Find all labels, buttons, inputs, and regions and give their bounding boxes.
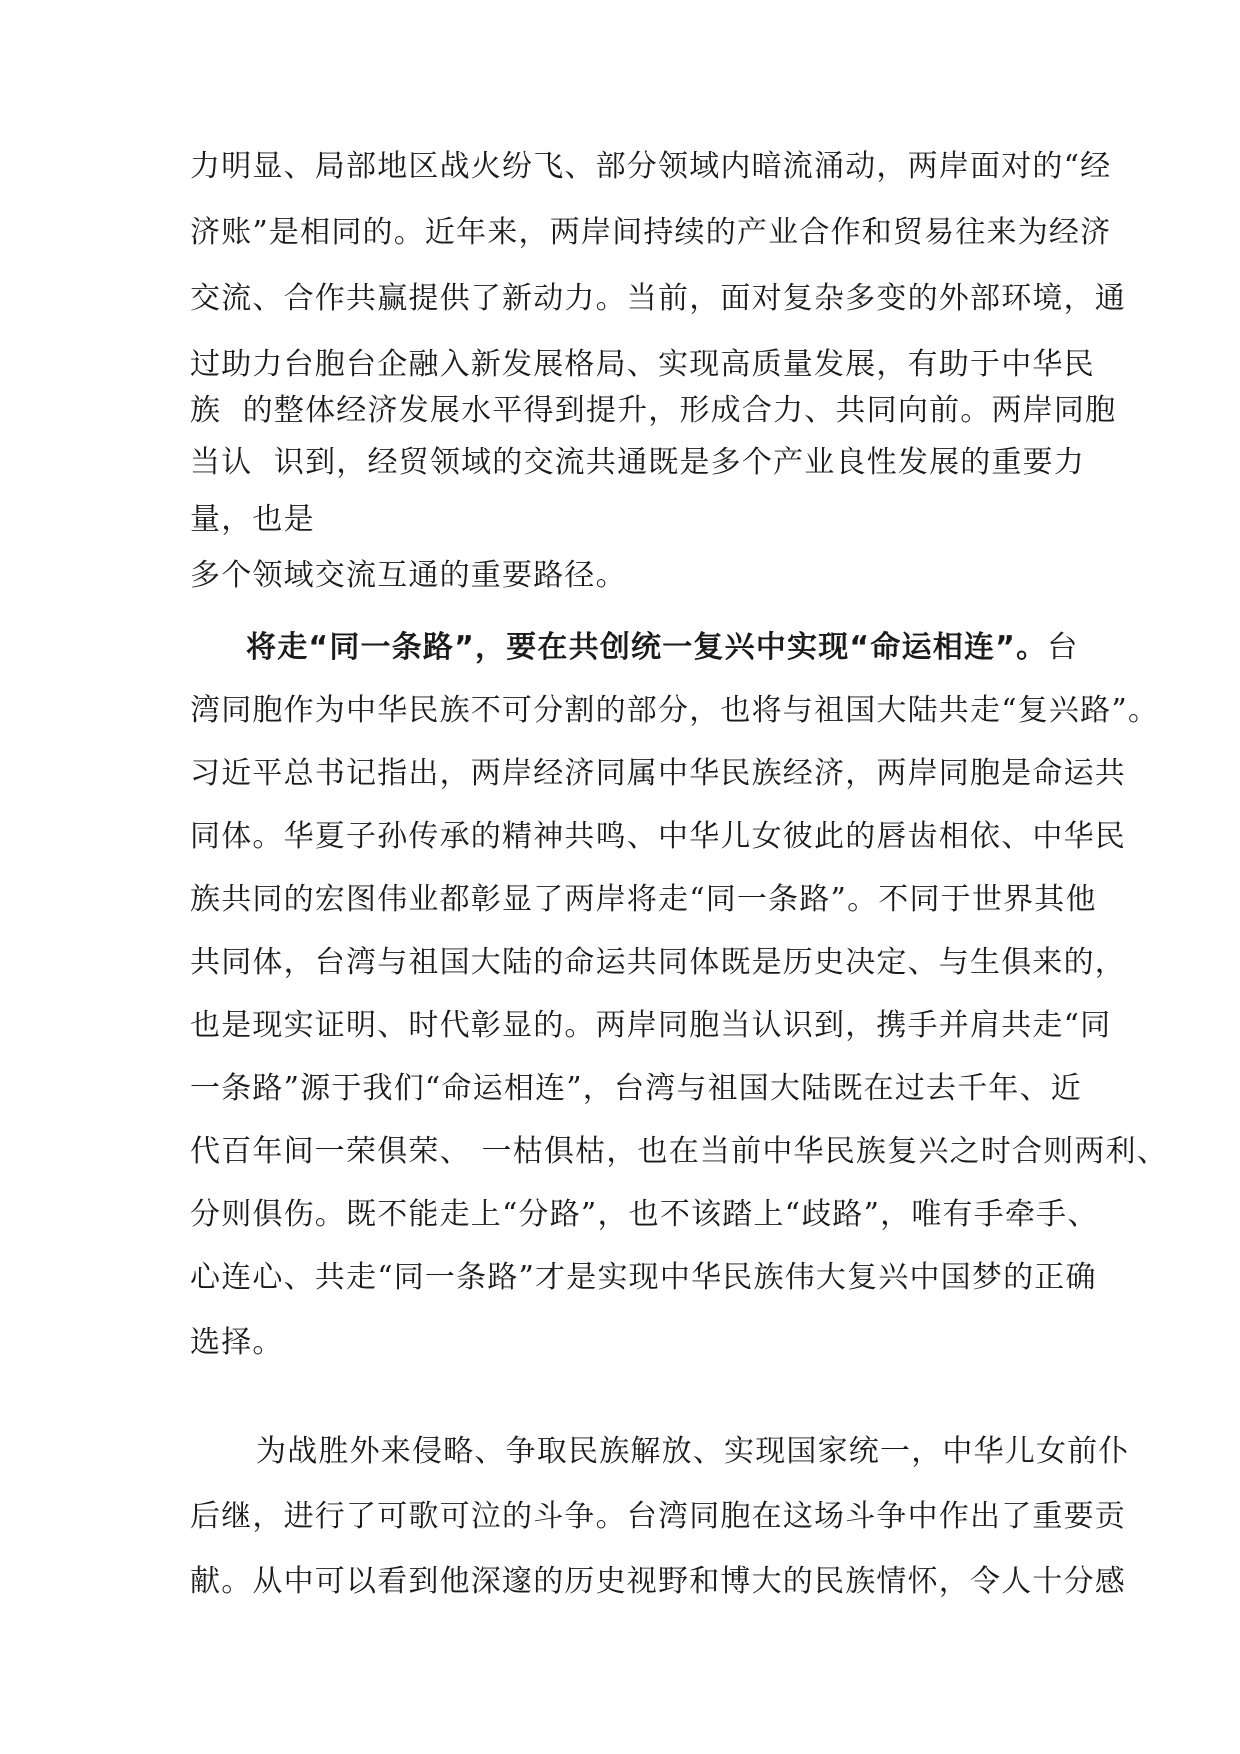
paragraph-1-line-8: 多个领域交流互通的重要路径。 xyxy=(190,558,627,593)
paragraph-2-line-2: 湾同胞作为中华民族不可分割的部分，也将与祖国大陆共走“复兴路”。 xyxy=(190,693,1160,728)
paragraph-2-first-line xyxy=(246,628,1078,668)
paragraph-2-line-10: 分则俱伤。既不能走上“分路”，也不该踏上“歧路”，唯有手牵手、 xyxy=(190,1197,1099,1232)
paragraph-1-line-5: 族 的整体经济发展水平得到提升，形成合力、共同向前。两岸同胞 xyxy=(190,393,1117,428)
paragraph-1-line-6: 当认 识到，经贸领域的交流共通既是多个产业良性发展的重要力 xyxy=(190,445,1086,480)
paragraph-2-line-4: 同体。华夏子孙传承的精神共鸣、中华儿女彼此的唇齿相依、中华民 xyxy=(190,819,1126,854)
paragraph-3-line-1: 为战胜外来侵略、争取民族解放、实现国家统一，中华儿女前仆 xyxy=(256,1434,1130,1469)
paragraph-1-line-7: 量，也是 xyxy=(190,502,315,537)
paragraph-2-line-8: 一条路”源于我们“命运相连”，台湾与祖国大陆既在过去千年、近 xyxy=(190,1071,1083,1106)
paragraph-2-bold-lead: 将走“同一条路”，要在共创统一复兴中实现“命运相连”。 xyxy=(246,630,1048,665)
paragraph-1-line-4: 过助力台胞台企融入新发展格局、实现高质量发展，有助于中华民 xyxy=(190,347,1095,382)
paragraph-1-line-3: 交流、合作共赢提供了新动力。当前，面对复杂多变的外部环境，通 xyxy=(190,281,1126,316)
paragraph-2-line-7: 也是现实证明、时代彰显的。两岸同胞当认识到，携手并肩共走“同 xyxy=(190,1008,1112,1043)
paragraph-3-line-2: 后继，进行了可歌可泣的斗争。台湾同胞在这场斗争中作出了重要贡 xyxy=(190,1499,1126,1534)
paragraph-2-line-6: 共同体，台湾与祖国大陆的命运共同体既是历史决定、与生俱来的， xyxy=(190,945,1126,980)
paragraph-1-line-1: 力明显、局部地区战火纷飞、部分领域内暗流涌动，两岸面对的“经 xyxy=(190,149,1112,184)
paragraph-3-line-3: 献。从中可以看到他深邃的历史视野和博大的民族情怀，令人十分感 xyxy=(190,1564,1126,1599)
paragraph-2-line-9: 代百年间一荣俱荣、 一枯俱枯，也在当前中华民族复兴之时合则两利、 xyxy=(190,1134,1168,1169)
paragraph-2-lead-rest: 台 xyxy=(1047,630,1079,665)
paragraph-2-line-12: 选择。 xyxy=(190,1325,284,1360)
paragraph-1-line-2: 济账”是相同的。近年来，两岸间持续的产业合作和贸易往来为经济 xyxy=(190,215,1112,250)
paragraph-2-line-3: 习近平总书记指出，两岸经济同属中华民族经济，两岸同胞是命运共 xyxy=(190,756,1126,791)
paragraph-2-line-11: 心连心、共走“同一条路”才是实现中华民族伟大复兴中国梦的正确 xyxy=(190,1260,1097,1295)
paragraph-2-line-5: 族共同的宏图伟业都彰显了两岸将走“同一条路”。不同于世界其他 xyxy=(190,882,1097,917)
